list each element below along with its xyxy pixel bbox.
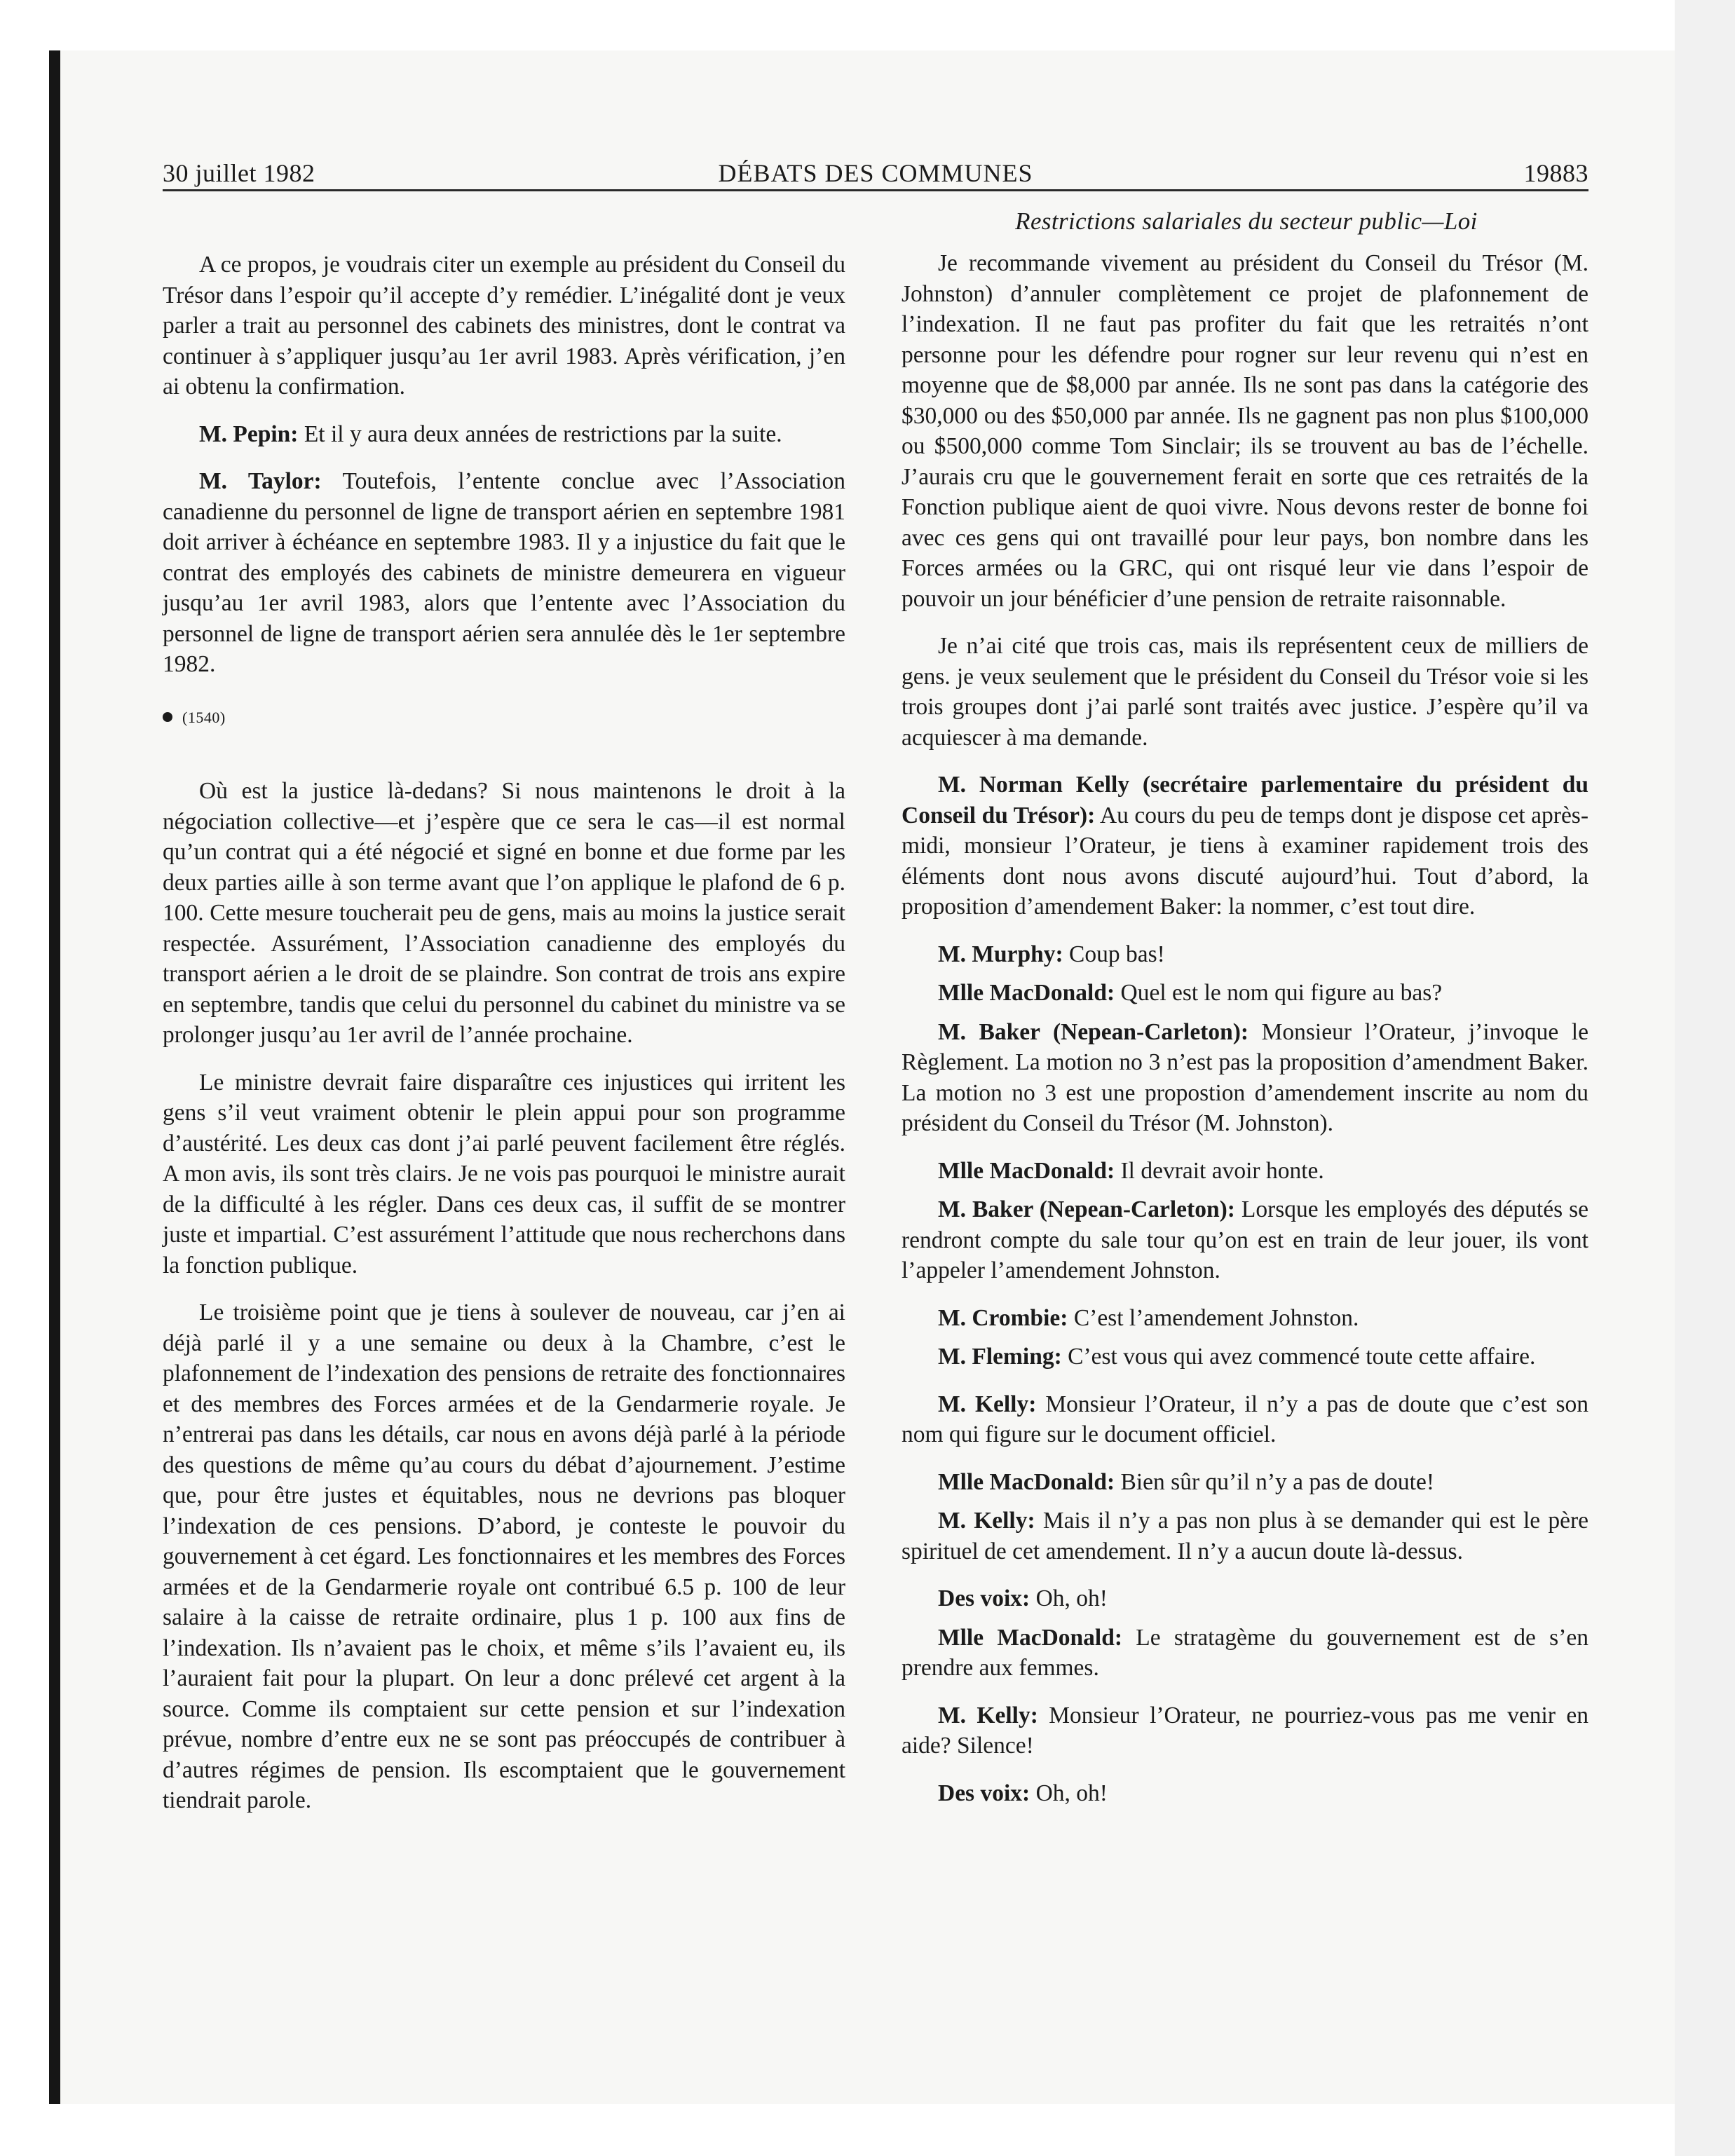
speech-text: Quel est le nom qui figure au bas? xyxy=(1115,980,1443,1006)
speaker-name: M. Baker (Nepean-Carleton): xyxy=(938,1018,1249,1045)
paragraph: Où est la justice là-dedans? Si nous maintenons le droit à la négociation collective—et j’espère que ce sera le cas—il est normal qu’un contrat qui a été négocié et signé en bonne et due forme par les deux parties aille à son terme avant que l’on applique le plafond de 6 p. 100. Cette mesure toucherait peu de gens, mais au moins la justice serait respectée. Assurément, l’Association canadienne des employés du transport aérien a le droit de se plaindre. Son contrat de trois ans expire en septembre, tandis que celui du personnel du cabinet du ministre va se prolonger jusqu’au 1er avril de l’année prochaine. xyxy=(163,778,845,1048)
speech-paragraph xyxy=(901,1389,1588,1450)
speech-text: Mais il n’y a pas non plus à se demander qui est le père spirituel de cet amendement. Il n’y a aucun doute là-dessus. xyxy=(901,1508,1588,1564)
speech-paragraph xyxy=(901,1506,1588,1567)
paragraph: Je recommande vivement au président du Conseil du Trésor (M. Johnston) d’annuler complètement ce projet de plafonnement de l’indexation. Il ne faut pas profiter du fait que les retraités n’ont personne pour les défendre pour rogner sur leur revenu qui n’est en moyenne que de $8,000 par année. Ils ne sont pas dans la catégorie des $30,000 ou des $50,000 par année. Ils ne gagnent pas non plus $100,000 ou $500,000 comme Tom Sinclair; ils se trouvent au bas de l’échelle. J’aurais cru que le gouvernement ferait en sorte que ces retraités de la Fonction publique aient de quoi vivre. Nous devons rester de bonne foi avec ces gens qui ont travaillé pour leur pays, bon nombre dans les Forces armées ou la GRC, qui ont risqué leur vie dans l’espoir de pouvoir un jour bénéficier d’une pension de retraite raisonnable. xyxy=(901,250,1588,612)
speech-paragraph xyxy=(901,1778,1588,1809)
speaker-name: M. Pepin: xyxy=(199,421,299,447)
speaker-name: Des voix: xyxy=(938,1585,1030,1611)
speaker-name: M. Kelly: xyxy=(938,1508,1035,1534)
speech-text: Bien sûr qu’il n’y a pas de doute! xyxy=(1115,1468,1435,1495)
speaker-name: Mlle MacDonald: xyxy=(938,980,1115,1006)
left-column xyxy=(163,250,845,1833)
page-header xyxy=(163,156,1588,192)
speaker-name: M. Taylor: xyxy=(199,468,322,494)
running-head: Restrictions salariales du secteur public—Loi xyxy=(1015,207,1478,235)
header-date: 30 juillet 1982 xyxy=(163,159,315,187)
speaker-name: M. Crombie: xyxy=(938,1304,1068,1331)
speaker-name: Mlle MacDonald: xyxy=(938,1624,1123,1651)
speaker-name: Des voix: xyxy=(938,1780,1030,1806)
speech-text: Il devrait avoir honte. xyxy=(1115,1157,1324,1184)
speech-paragraph xyxy=(901,1194,1588,1286)
speaker-name: M. Murphy: xyxy=(938,941,1063,967)
speech-paragraph xyxy=(901,1342,1588,1372)
page-number: 19883 xyxy=(1523,159,1588,187)
speech-text: Monsieur l’Orateur, j’invoque le Règlement. La motion no 3 n’est pas la proposition d’amendment Baker. La motion no 3 est une propostion d’amendement inscrite au nom du président du Conseil du Trésor (M. Johnston). xyxy=(901,1018,1588,1136)
speech-text: Oh, oh! xyxy=(1030,1780,1108,1806)
paragraph: Je n’ai cité que trois cas, mais ils représentent ceux de milliers de gens. je veux seulement que le président du Conseil du Trésor voie si les trois groupes dont j’ai parlé sont traités avec justice. J’espère qu’il va acquiescer à ma demande. xyxy=(901,633,1588,751)
speech-text: Lorsque les employés des députés se rendront compte du sale tour qu’on est en train de leur jouer, ils vont l’appeler l’amendement Johnston. xyxy=(901,1196,1588,1283)
bullet-icon xyxy=(163,712,172,722)
speech-text: Et il y aura deux années de restrictions par la suite. xyxy=(298,421,782,447)
speech-paragraph xyxy=(901,978,1588,1009)
speech-paragraph xyxy=(163,466,845,680)
speech-text: C’est vous qui avez commencé toute cette affaire. xyxy=(1061,1344,1536,1370)
paragraph: Le troisième point que je tiens à soulever de nouveau, car j’en ai déjà parlé il y a une semaine ou deux à la Chambre, c’est le plafonnement de l’indexation des pensions de retraite des fonctionnaires et des membres des Forces armées et de la Gendarmerie royale. Je n’entrerai pas dans les détails, car nous en avons déjà parlé à la période des questions de même qu’au cours du débat d’ajournement. J’estime que, pour être justes et équitables, nous ne devrions pas bloquer l’indexation de ces pensions. D’abord, je conteste le pouvoir du gouvernement à cet égard. Les fonctionnaires et les membres des Forces armées et de la Gendarmerie royale ont contribué 6.5 p. 100 de leur salaire à la caisse de retraite ordinaire, plus 1 p. 100 aux fins de l’indexation. Ils n’avaient pas le choix, et même s’ils l’avaient eu, ils l’auraient fait pour la plupart. On leur a donc prélevé cet argent à la source. Comme ils comptaient sur cette pension et sur l’indexation prévue, nombre d’entre eux ne se sont pas préoccupés de contribuer à d’autres régimes de pension. Ils escomptaient que le gouvernement tiendrait parole. xyxy=(163,1299,845,1813)
speech-paragraph xyxy=(901,1623,1588,1684)
speech-paragraph xyxy=(901,1700,1588,1761)
speech-text: Coup bas! xyxy=(1063,941,1165,967)
speech-paragraph xyxy=(163,419,845,450)
speaker-name: M. Kelly: xyxy=(938,1702,1038,1728)
time-marker xyxy=(163,702,845,733)
speech-text: C’est l’amendement Johnston. xyxy=(1068,1304,1359,1331)
paragraph: Le ministre devrait faire disparaître ces injustices qui irritent les gens s’il veut vraiment obtenir le plein appui pour son programme d’austérité. Les deux cas dont j’ai parlé peuvent facilement être réglés. A mon avis, ils sont très clairs. Je ne vois pas pourquoi le ministre aurait de la difficulté à les régler. Dans ces deux cas, il suffit de se montrer juste et impartial. C’est assurément l’attitude que nous recherchons dans la fonction publique. xyxy=(163,1069,845,1278)
paragraph: A ce propos, je voudrais citer un exemple au président du Conseil du Trésor dans l’espoir qu’il accepte d’y remédier. L’inégalité dont je veux parler a trait au personnel des cabinets des ministres, dont le contrat va continuer à s’appliquer jusqu’au 1er avril 1983. Après vérification, j’en ai obtenu la confirmation. xyxy=(163,252,845,400)
scan-border-left xyxy=(49,50,60,2104)
speech-paragraph xyxy=(901,1467,1588,1498)
speech-text: Oh, oh! xyxy=(1030,1585,1108,1611)
speaker-name: M. Kelly: xyxy=(938,1391,1037,1417)
speech-paragraph xyxy=(901,939,1588,970)
speech-text: Monsieur l’Orateur, ne pourriez-vous pas me venir en aide? Silence! xyxy=(901,1702,1588,1759)
speech-text: Toutefois, l’entente conclue avec l’Association canadienne du personnel de ligne de transport aérien en septembre 1981 doit arriver à échéance en septembre 1983. Il y a injustice du fait que le contrat des employés des cabinets de ministre demeurera en vigueur jusqu’au 1er avril 1983, alors que l’entente avec l’Association du personnel de ligne de transport aérien sera annulée dès le 1er septembre 1982. xyxy=(163,468,845,677)
speaker-name: M. Fleming: xyxy=(938,1344,1062,1370)
speech-text: Le stratagème du gouvernement est de s’en prendre aux femmes. xyxy=(901,1624,1588,1681)
speech-text: Au cours du peu de temps dont je dispose cet après-midi, monsieur l’Orateur, je tiens à examiner rapidement trois des éléments dont nous avons discuté aujourd’hui. Tout d’abord, la proposition d’amendement Baker: la nommer, c’est tout dire. xyxy=(901,802,1588,920)
header-rule xyxy=(163,189,1588,191)
speech-paragraph xyxy=(901,1017,1588,1139)
right-column xyxy=(901,248,1588,1817)
speech-paragraph xyxy=(901,770,1588,922)
speaker-name: Mlle MacDonald: xyxy=(938,1468,1115,1495)
header-title: DÉBATS DES COMMUNES xyxy=(718,159,1033,187)
speaker-name: M. Baker (Nepean-Carleton): xyxy=(938,1196,1235,1222)
speech-paragraph xyxy=(901,1156,1588,1187)
speech-text: Monsieur l’Orateur, il n’y a pas de doute que c’est son nom qui figure sur le document officiel. xyxy=(901,1391,1588,1447)
time-marker-text: (1540) xyxy=(182,708,226,726)
speaker-name: Mlle MacDonald: xyxy=(938,1157,1115,1184)
speech-paragraph xyxy=(901,1583,1588,1614)
scan-border-right xyxy=(1675,0,1735,2156)
speaker-name: M. Norman Kelly (secrétaire parlementaire du président du Conseil du Trésor): xyxy=(901,772,1588,828)
speech-paragraph xyxy=(901,1303,1588,1334)
